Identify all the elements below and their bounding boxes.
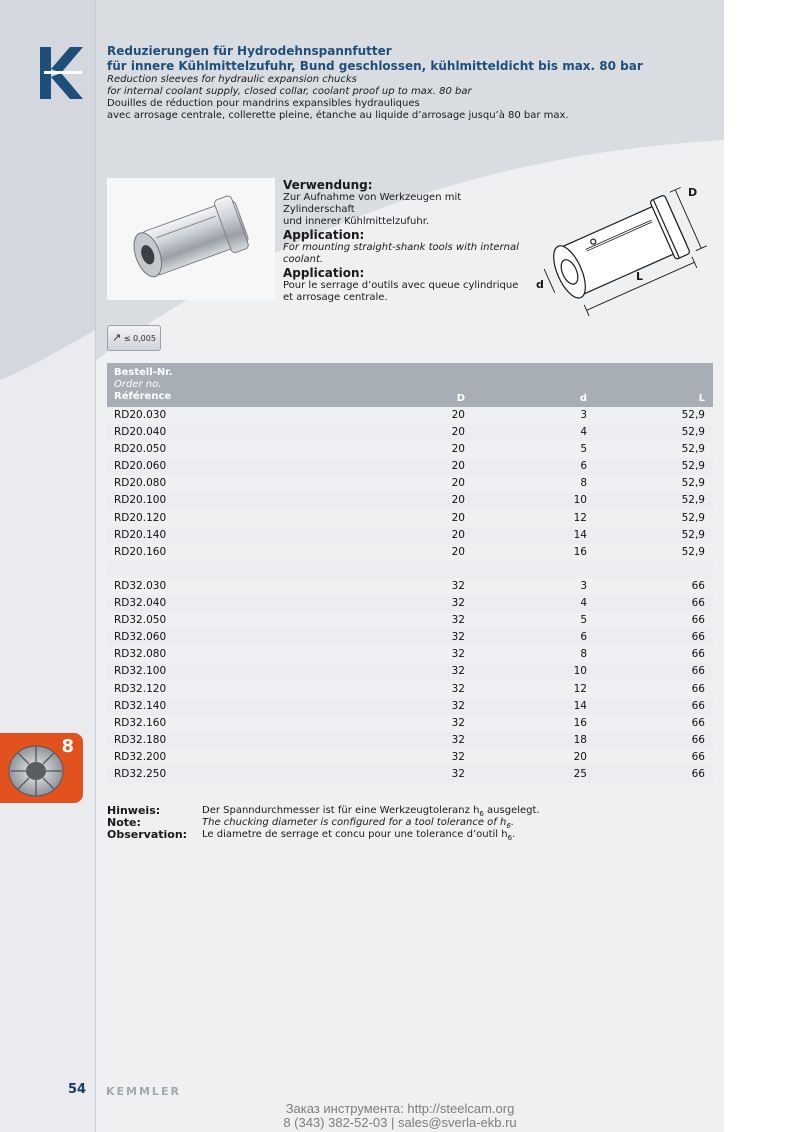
diameter-d-cell: 10 — [573, 665, 587, 678]
note-suffix-english: . — [510, 817, 514, 828]
title-german-1: Reduzierungen für Hydrodehnspannfutter — [107, 44, 392, 58]
diameter-d-cell: 20 — [573, 750, 587, 763]
dimension-drawing — [528, 172, 718, 322]
title-english-2: for internal coolant supply, closed collar, coolant proof up to max. 80 bar — [107, 86, 472, 97]
table-row — [107, 612, 713, 629]
diameter-D-cell: 32 — [451, 631, 465, 644]
table-row — [107, 681, 713, 698]
table-row — [107, 492, 713, 509]
column-header-d: d — [579, 393, 587, 404]
length-L-cell: 52,9 — [681, 477, 705, 490]
note-subscript: 6 — [506, 822, 511, 830]
footer-contact — [250, 1102, 550, 1130]
diameter-D-cell: 20 — [451, 426, 465, 439]
length-L-cell: 66 — [691, 614, 705, 627]
length-L-cell: 66 — [691, 733, 705, 746]
diameter-D-cell: 20 — [451, 460, 465, 473]
diameter-D-cell: 32 — [451, 597, 465, 610]
table-row — [107, 441, 713, 458]
reduction-sleeve-photo — [107, 178, 275, 300]
table-row — [107, 715, 713, 732]
application-text — [283, 178, 523, 304]
diameter-D-cell: 32 — [451, 665, 465, 678]
page-heading — [107, 44, 707, 122]
length-L-cell: 52,9 — [681, 409, 705, 421]
runout-value: ≤ 0,005 — [123, 334, 156, 343]
note-text-french — [202, 829, 515, 844]
kemmler-k-logo-icon — [40, 47, 84, 99]
usage-heading-english: Application: — [283, 228, 365, 242]
diameter-D-cell: 32 — [451, 648, 465, 661]
order-number-cell: RD32.250 — [114, 767, 167, 780]
table-group-d20 — [107, 407, 713, 561]
diameter-D-cell: 32 — [451, 699, 465, 712]
order-number-cell: RD20.120 — [114, 511, 167, 524]
diameter-d-cell: 4 — [580, 426, 587, 439]
title-french-2: avec arrosage centrale, collerette pleine, étanche au liquide d’arrosage jusqu’à 80 bar max. — [107, 110, 569, 121]
diameter-D-cell: 20 — [451, 494, 465, 507]
column-header-D: D — [456, 393, 465, 404]
footer-order-link[interactable]: Заказ инструмента: http://steelcam.org — [285, 1101, 515, 1116]
diameter-d-cell: 3 — [580, 579, 587, 592]
length-L-cell: 52,9 — [681, 460, 705, 473]
order-number-cell: RD32.180 — [114, 733, 167, 746]
note-key-german: Hinweis: — [107, 804, 161, 817]
column-header-L: L — [698, 393, 705, 404]
order-number-cell: RD32.040 — [114, 597, 167, 610]
length-L-cell: 52,9 — [681, 511, 705, 524]
header-order-english: Order no. — [114, 379, 162, 390]
diameter-D-cell: 20 — [451, 477, 465, 490]
length-L-cell: 66 — [691, 699, 705, 712]
diameter-d-cell: 18 — [573, 733, 587, 746]
diameter-d-cell: 8 — [580, 477, 587, 490]
table-group-spacer — [107, 561, 713, 578]
diameter-D-cell: 32 — [451, 733, 465, 746]
table-row — [107, 527, 713, 544]
header-order-german: Bestell-Nr. — [114, 367, 173, 378]
diameter-d-cell: 5 — [580, 443, 587, 456]
note-french — [107, 829, 713, 841]
diameter-d-cell: 6 — [580, 631, 587, 644]
table-row — [107, 749, 713, 766]
product-table — [107, 363, 713, 783]
collet-icon — [6, 741, 66, 801]
header-order-label — [114, 367, 173, 403]
length-L-cell: 66 — [691, 750, 705, 763]
length-L-cell: 66 — [691, 579, 705, 592]
order-number-cell: RD32.100 — [114, 665, 167, 678]
diameter-d-cell: 14 — [573, 699, 587, 712]
usage-text-french-1: Pour le serrage d’outils avec queue cylindrique — [283, 280, 519, 291]
usage-text-english-1: For mounting straight-shank tools with internal — [283, 242, 519, 253]
diameter-D-cell: 20 — [451, 443, 465, 456]
header-order-french: Référence — [114, 391, 172, 402]
length-L-cell: 66 — [691, 767, 705, 780]
page-number: 54 — [68, 1082, 87, 1097]
notes-block — [107, 805, 713, 841]
footer-phone-email[interactable]: 8 (343) 382-52-03 | sales@sverla-ekb.ru — [283, 1115, 517, 1130]
diameter-D-cell: 32 — [451, 716, 465, 729]
diameter-d-cell: 25 — [573, 767, 587, 780]
diameter-D-cell: 32 — [451, 767, 465, 780]
table-header — [107, 363, 713, 407]
title-german-2: für innere Kühlmittelzufuhr, Bund geschlossen, kühlmitteldicht bis max. 80 bar — [107, 59, 643, 73]
diameter-d-cell: 10 — [573, 494, 587, 507]
order-number-cell: RD32.120 — [114, 682, 167, 695]
margin-divider — [95, 0, 96, 1132]
order-number-cell: RD20.040 — [114, 426, 167, 439]
diameter-D-cell: 20 — [451, 545, 465, 558]
length-L-cell: 52,9 — [681, 494, 705, 507]
length-L-cell: 66 — [691, 682, 705, 695]
diameter-d-cell: 8 — [580, 648, 587, 661]
table-row — [107, 475, 713, 492]
order-number-cell: RD32.030 — [114, 579, 167, 592]
runout-arrow-icon: ↗ — [112, 331, 122, 344]
table-row — [107, 458, 713, 475]
order-number-cell: RD32.080 — [114, 648, 167, 661]
length-L-cell: 52,9 — [681, 545, 705, 558]
note-text-french-main: Le diametre de serrage et concu pour une tolerance d’outil h — [202, 829, 508, 840]
order-number-cell: RD20.140 — [114, 528, 167, 541]
order-number-cell: RD32.060 — [114, 631, 167, 644]
order-number-cell: RD20.080 — [114, 477, 167, 490]
note-key-english: Note: — [107, 816, 141, 829]
order-number-cell: RD20.100 — [114, 494, 167, 507]
diameter-D-cell: 32 — [451, 750, 465, 763]
table-row — [107, 698, 713, 715]
diameter-d-cell: 5 — [580, 614, 587, 627]
order-number-cell: RD32.140 — [114, 699, 167, 712]
diameter-d-cell: 6 — [580, 460, 587, 473]
usage-heading-german: Verwendung: — [283, 178, 373, 192]
order-number-cell: RD32.160 — [114, 716, 167, 729]
order-number-cell: RD20.060 — [114, 460, 167, 473]
usage-heading-french: Application: — [283, 266, 365, 280]
usage-text-english-2: coolant. — [283, 254, 324, 265]
length-L-cell: 52,9 — [681, 426, 705, 439]
diameter-d-cell: 3 — [580, 409, 587, 421]
length-L-cell: 66 — [691, 648, 705, 661]
diameter-D-cell: 32 — [451, 579, 465, 592]
length-L-cell: 52,9 — [681, 528, 705, 541]
order-number-cell: RD20.050 — [114, 443, 167, 456]
length-L-cell: 52,9 — [681, 443, 705, 456]
length-L-cell: 66 — [691, 665, 705, 678]
table-row — [107, 407, 713, 424]
usage-text-german-2: und innerer Kühlmittelzufuhr. — [283, 216, 430, 227]
section-number: 8 — [61, 736, 74, 757]
note-suffix-german: ausgelegt. — [483, 805, 540, 816]
order-number-cell: RD32.050 — [114, 614, 167, 627]
table-row — [107, 578, 713, 595]
table-row — [107, 663, 713, 680]
table-row — [107, 544, 713, 561]
length-L-cell: 66 — [691, 597, 705, 610]
order-number-cell: RD32.200 — [114, 750, 167, 763]
note-subscript: 6 — [507, 834, 513, 842]
diameter-d-cell: 12 — [573, 682, 587, 695]
diameter-D-cell: 20 — [451, 511, 465, 524]
table-row — [107, 732, 713, 749]
section-tab[interactable] — [0, 733, 83, 803]
dimension-label-d: d — [536, 278, 544, 291]
note-subscript: 6 — [479, 810, 484, 818]
runout-tolerance-badge — [107, 325, 161, 351]
note-english — [107, 817, 713, 829]
order-number-cell: RD20.030 — [114, 409, 167, 421]
table-row — [107, 510, 713, 527]
diameter-D-cell: 20 — [451, 528, 465, 541]
title-english-1: Reduction sleeves for hydraulic expansion chucks — [107, 74, 357, 85]
note-german — [107, 805, 713, 817]
diameter-D-cell: 32 — [451, 614, 465, 627]
title-french-1: Douilles de réduction pour mandrins expansibles hydrauliques — [107, 98, 420, 109]
table-row — [107, 646, 713, 663]
brand-name: KEMMLER — [106, 1085, 181, 1098]
note-key-french: Observation: — [107, 828, 188, 841]
dimension-label-D: D — [688, 186, 698, 199]
diameter-d-cell: 16 — [573, 545, 587, 558]
usage-text-french-2: et arrosage centrale. — [283, 292, 388, 303]
usage-text-german-1: Zur Aufnahme von Werkzeugen mit Zylinderschaft — [283, 192, 462, 215]
diameter-d-cell: 4 — [580, 597, 587, 610]
table-row — [107, 766, 713, 783]
note-text-german-main: Der Spanndurchmesser ist für eine Werkzeugtoleranz h — [202, 805, 480, 816]
length-L-cell: 66 — [691, 716, 705, 729]
table-row — [107, 595, 713, 612]
note-text-english-main: The chucking diameter is configured for a tool tolerance of h — [202, 817, 507, 828]
note-suffix-french: . — [512, 829, 516, 840]
order-number-cell: RD20.160 — [114, 545, 167, 558]
diameter-D-cell: 20 — [451, 409, 465, 421]
table-row — [107, 629, 713, 646]
table-group-d32 — [107, 578, 713, 783]
diameter-d-cell: 16 — [573, 716, 587, 729]
diameter-d-cell: 14 — [573, 528, 587, 541]
diameter-D-cell: 32 — [451, 682, 465, 695]
table-row — [107, 424, 713, 441]
diameter-d-cell: 12 — [573, 511, 587, 524]
length-L-cell: 66 — [691, 631, 705, 644]
dimension-label-L: L — [636, 270, 644, 283]
